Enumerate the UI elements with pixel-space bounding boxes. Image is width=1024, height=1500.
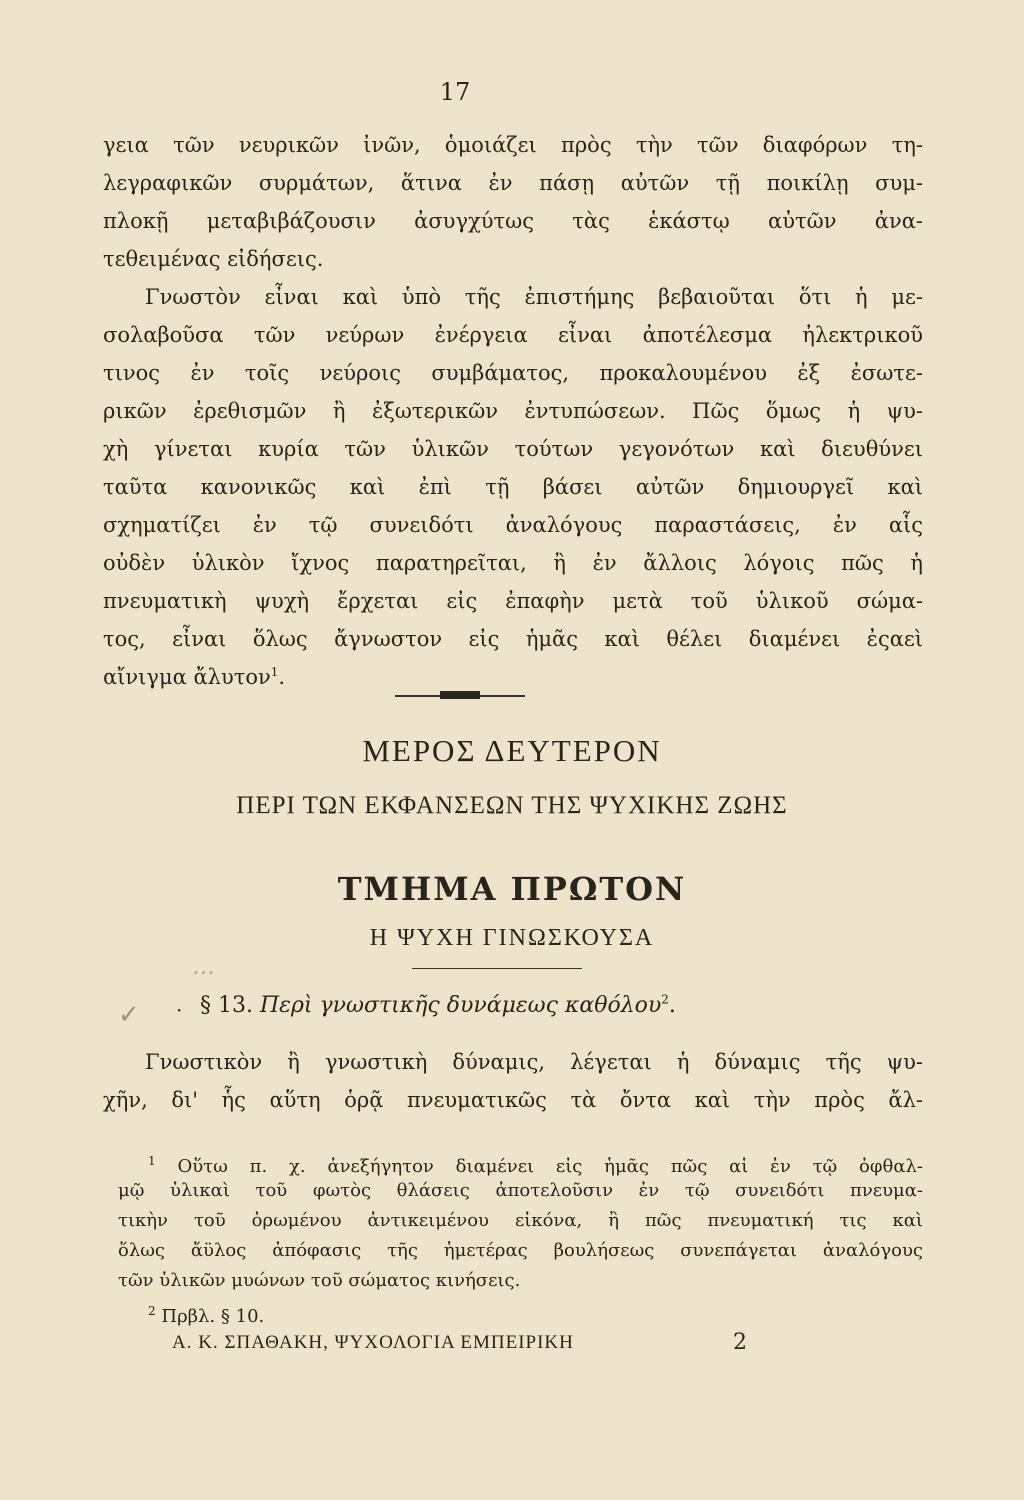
footnote-1	[118, 1146, 923, 1296]
text-line: λεγραφικῶν συρμάτων, ἅτινα ἐν πάσῃ αὐτῶν τῇ ποικίλῃ συμ-	[103, 171, 923, 195]
heading-rule	[412, 968, 582, 969]
text-line: σολαβοῦσα τῶν νεύρων ἐνέργεια εἶναι ἀποτέλεσμα ἠλεκτρικοῦ	[103, 323, 923, 347]
page-number: 17	[439, 78, 471, 106]
signature-line: Α. Κ. ΣΠΑΘΑΚΗ, ΨΥΧΟΛΟΓΙΑ ΕΜΠΕΙΡΙΚΗ	[172, 1332, 574, 1353]
signature-number: 2	[733, 1330, 747, 1355]
text-line: γεια τῶν νευρικῶν ἰνῶν, ὁμοιάζει πρὸς τὴν τῶν διαφόρων τη-	[103, 133, 923, 157]
footnote-2	[118, 1296, 923, 1326]
text-line: πλοκῇ μεταβιβάζουσιν ἀσυγχύτως τὰς ἑκάστῳ αὐτῶν ἀνα-	[103, 209, 923, 233]
paragraph-heading: § 13. Περὶ γνωστικῆς δυνάμεως καθόλου$^2$.	[200, 992, 676, 1018]
text-line: τινος ἐν τοῖς νεύροις συμβάματος, προκαλουμένου ἐξ ἐσωτε-	[103, 361, 923, 385]
handwritten-annotation: ...	[192, 952, 215, 980]
footnote-line: μῷ ὑλικαὶ τοῦ φωτὸς θλάσεις ἀποτελοῦσιν ἐν τῷ συνειδότι πνευμα-	[118, 1180, 923, 1201]
section-subtitle: Η ΨΥΧΗ ΓΙΝΩΣΚΟΥΣΑ	[369, 925, 655, 951]
footnote-ref-2: 2	[661, 992, 669, 1007]
paragraph-heading-title: Περὶ γνωστικῆς δυνάμεως καθόλου	[259, 993, 662, 1018]
text-line: οὐδὲν ὑλικὸν ἴχνος παρατηρεῖται, ἢ ἐν ἄλλοις λόγοις πῶς ἡ	[103, 551, 923, 575]
footnote-text: Πρβλ. § 10.	[161, 1306, 265, 1327]
footnote-ref-1: 1	[270, 665, 279, 679]
section-title: ΤΜΗΜΑ ΠΡΩΤΟΝ	[337, 870, 687, 908]
checkmark-icon: ✓	[118, 1000, 140, 1030]
text-line-final: αἴνιγμα ἄλυτον$^1$.	[103, 665, 286, 689]
footnote-line: τῶν ὑλικῶν μυώνων τοῦ σώματος κινήσεις.	[118, 1270, 521, 1291]
footnote-number: 2	[148, 1304, 156, 1318]
text-line: ρικῶν ἐρεθισμῶν ἢ ἐξωτερικῶν ἐντυπώσεων. Πῶς ὅμως ἡ ψυ-	[103, 399, 923, 423]
paragraph-continued	[103, 126, 923, 278]
text-line: τεθειμένας εἰδήσεις.	[103, 247, 324, 271]
divider-ornament	[440, 691, 480, 699]
text-line: χὴ γίνεται κυρία τῶν ὑλικῶν τούτων γεγονότων καὶ διευθύνει	[103, 437, 923, 461]
footnote-line: ὅλως ἄϋλος ἀπόφασις τῆς ἡμετέρας βουλήσεως συνεπάγεται ἀναλόγους	[118, 1240, 923, 1261]
bullet-dot-icon: ·	[176, 998, 183, 1022]
paragraph-new	[103, 1043, 923, 1119]
part-title: ΜΕΡΟΣ ΔΕΥΤΕΡΟΝ	[362, 733, 662, 768]
footnote-line: τικὴν τοῦ ὁρωμένου ἀντικειμένου εἰκόνα, ἢ πῶς πνευματική τις καὶ	[118, 1210, 923, 1231]
footnote-line	[118, 1146, 923, 1176]
text-line: τος, εἶναι ὅλως ἄγνωστον εἰς ἡμᾶς καὶ θέλει διαμένει ἐςαεὶ	[103, 627, 923, 651]
paragraph-marker: § 13.	[200, 993, 253, 1018]
footnote-line	[118, 1296, 923, 1326]
text-line: σχηματίζει ἐν τῷ συνειδότι ἀναλόγους παραστάσεις, ἐν αἷς	[103, 513, 923, 537]
text-line: πνευματικὴ ψυχὴ ἔρχεται εἰς ἐπαφὴν μετὰ τοῦ ὑλικοῦ σώμα-	[103, 589, 923, 613]
paragraph-main	[103, 278, 923, 696]
text-line-final-text: αἴνιγμα ἄλυτον	[103, 665, 271, 689]
text-line: ταῦτα κανονικῶς καὶ ἐπὶ τῇ βάσει αὐτῶν δημιουργεῖ καὶ	[103, 475, 923, 499]
text-line: Γνωστικὸν ἢ γνωστικὴ δύναμις, λέγεται ἡ δύναμις τῆς ψυ-	[145, 1050, 923, 1074]
text-line: Γνωστὸν εἶναι καὶ ὑπὸ τῆς ἐπιστήμης βεβαιοῦται ὅτι ἡ με-	[145, 285, 923, 309]
footnote-text: Οὕτω π. χ. ἀνεξήγητον διαμένει εἰς ἡμᾶς πῶς αἱ ἐν τῷ ὀφθαλ-	[177, 1156, 923, 1177]
part-subtitle: ΠΕΡΙ ΤΩΝ ΕΚΦΑΝΣΕΩΝ ΤΗΣ ΨΥΧΙΚΗΣ ΖΩΗΣ	[236, 792, 788, 819]
text-line: χῆν, δι' ἧς αὕτη ὁρᾷ πνευματικῶς τὰ ὄντα καὶ τὴν πρὸς ἄλ-	[103, 1088, 923, 1112]
footnote-number: 1	[148, 1154, 156, 1168]
